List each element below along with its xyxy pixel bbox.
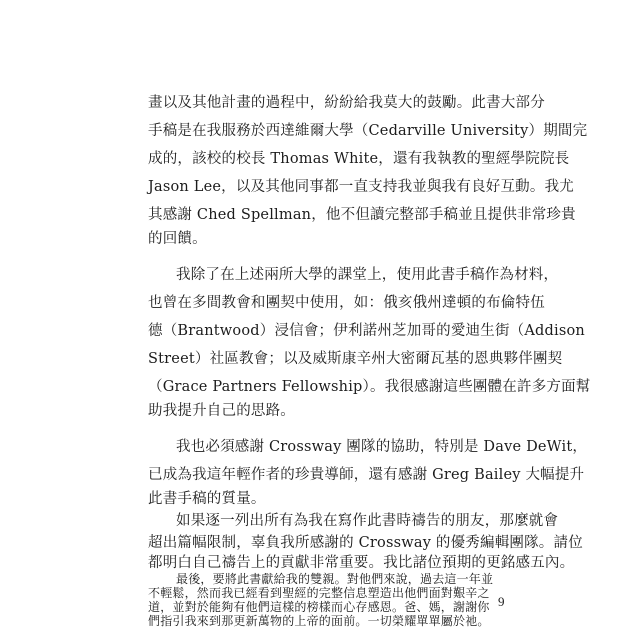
paragraph-1-line-1: 畫以及其他計畫的過程中，紛紛給我莫大的鼓勵。此書大部分 xyxy=(148,95,545,111)
paragraph-5-line-3: 道，並對於能夠有他們這樣的榜樣而心存感恩。爸、媽，謝謝你 xyxy=(148,600,490,614)
paragraph-2-line-6: 助我提升自己的思路。 xyxy=(148,403,295,419)
paragraph-5-line-4: 們指引我來到那更新萬物的上帝的面前。一切榮耀單單屬於祂。 xyxy=(148,614,490,628)
paragraph-4-line-1: 如果逐一列出所有為我在寫作此書時禱告的朋友，那麼就會 xyxy=(176,513,559,529)
paragraph-3-line-2: 已成為我這年輕作者的珍貴導師，還有感謝 Greg Bailey 大幅提升 xyxy=(148,467,585,483)
paragraph-1-line-6: 的回饋。 xyxy=(148,231,207,247)
paragraph-5-line-1: 最後，要將此書獻給我的雙親。對他們來說，過去這一年並 xyxy=(176,572,494,586)
paragraph-1-line-2: 手稿是在我服務於西達維爾大學（Cedarville University）期間完 xyxy=(148,123,588,139)
paragraph-3-line-3: 此書手稿的質量。 xyxy=(148,491,266,507)
paragraph-3-line-1: 我也必須感謝 Crossway 團隊的協助，特別是 Dave DeWit， xyxy=(176,439,588,455)
paragraph-4-line-3: 都明白自己禱告上的貢獻非常重要。我比諸位預期的更銘感五內。 xyxy=(148,555,575,571)
paragraph-5-line-2: 不輕鬆，然而我已經看到聖經的完整信息塑造出他們面對艱辛之 xyxy=(148,586,490,600)
paragraph-2-line-5: （Grace Partners Fellowship）。我很感謝這些團體在許多方面幫 xyxy=(148,379,591,395)
paragraph-1-line-3: 成的，該校的校長 Thomas White，還有我執教的聖經學院院長 xyxy=(148,151,570,167)
page-number: 9 xyxy=(498,594,505,609)
paragraph-2-line-2: 也曾在多間教會和團契中使用，如：俄亥俄州達頓的布倫特伍 xyxy=(148,295,545,311)
paragraph-1-line-5: 其感謝 Ched Spellman，他不但讀完整部手稿並且提供非常珍貴 xyxy=(148,207,576,223)
paragraph-4-line-2: 超出篇幅限制，辜負我所感謝的 Crossway 的優秀編輯團隊。請位 xyxy=(148,535,583,551)
paragraph-2-line-3: 德（Brantwood）浸信會；伊利諾州芝加哥的愛迪生街（Addison xyxy=(148,323,585,339)
paragraph-1-line-4: Jason Lee，以及其他同事都一直支持我並與我有良好互動。我尤 xyxy=(148,179,574,195)
paragraph-2-line-1: 我除了在上述兩所大學的課堂上，使用此書手稿作為材料， xyxy=(176,267,559,283)
paragraph-2-line-4: Street）社區教會；以及威斯康辛州大密爾瓦基的恩典夥伴團契 xyxy=(148,351,563,367)
